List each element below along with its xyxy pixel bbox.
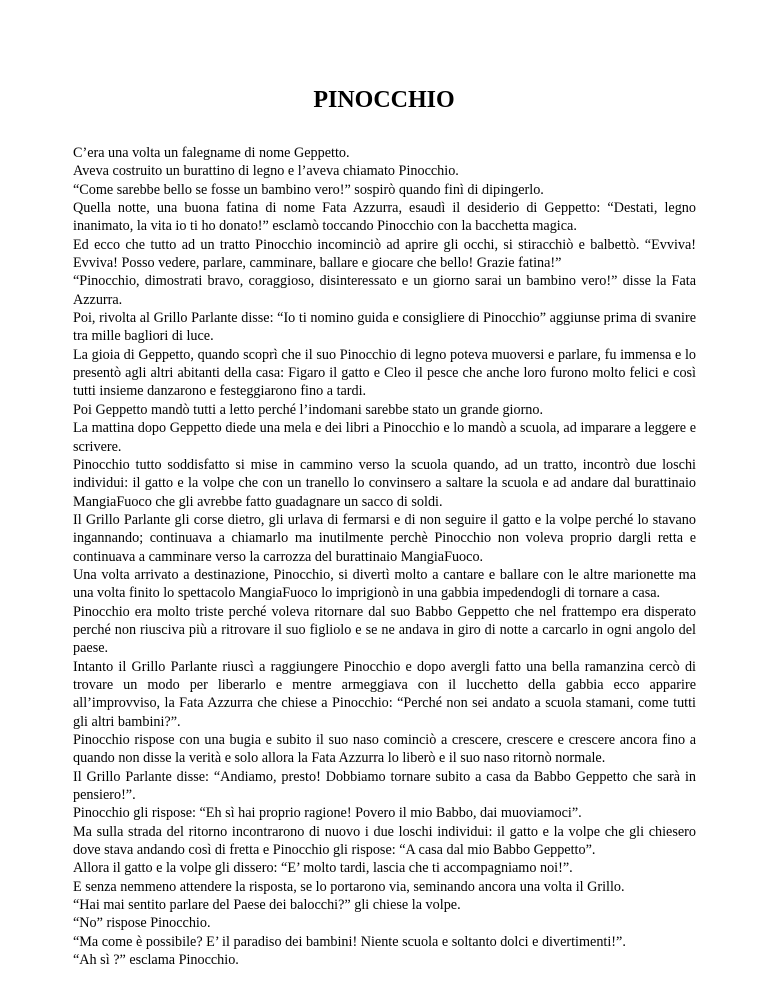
story-paragraph: “Hai mai sentito parlare del Paese dei balocchi?” gli chiese la volpe. — [73, 897, 461, 914]
story-paragraph: “Come sarebbe bello se fosse un bambino vero!” sospirò quando finì di dipingerlo. — [73, 181, 544, 198]
story-paragraph: Poi, rivolta al Grillo Parlante disse: “Io ti nomino guida e consigliere di Pinocchio” aggiunse prima di svanire tra mille bagliori di luce. — [73, 310, 696, 345]
story-paragraph: Poi Geppetto mandò tutti a letto perché l’indomani sarebbe stato un grande giorno. — [73, 401, 544, 418]
story-paragraph: Una volta arrivato a destinazione, Pinocchio, si divertì molto a cantare e ballare con le altre marionette ma una volta finito lo spettacolo MangiaFuoco lo imprigionò in una gabbia impedendogli di tornare a casa. — [73, 566, 696, 602]
story-paragraph: C’era una volta un falegname di nome Geppetto. — [73, 145, 350, 161]
story-paragraph: Ed ecco che tutto ad un tratto Pinocchio incominciò ad aprire gli occhi, si stiracchiò e balbettò. “Evviva! Evviva! Posso vedere, parlare, camminare, ballare e giocare che bello! Grazie fatina!” — [73, 236, 696, 272]
story-paragraph: Ma sulla strada del ritorno incontrarono di nuovo i due loschi individui: il gatto e la volpe che gli chiesero dove stava andando così di fretta e Pinocchio gli rispose: “A casa dal mio Babbo Geppetto”. — [73, 823, 696, 859]
story-body — [73, 144, 696, 969]
story-paragraph: Pinocchio tutto soddisfatto si mise in cammino verso la scuola quando, ad un tratto, incontrò due loschi individui: il gatto e la volpe che con un tranello lo convinsero a saltare la scuola e ad andare dal burattinaio MangiaFuoco che gli avrebbe fatto guadagnare un sacco di soldi. — [73, 456, 696, 510]
story-paragraph: Pinocchio gli rispose: “Eh sì hai proprio ragione! Povero il mio Babbo, dai muoviamoci”. — [73, 805, 582, 822]
story-paragraph: Quella notte, una buona fatina di nome Fata Azzurra, esaudì il desiderio di Geppetto: “Destati, legno inanimato, la vita io ti ho donato!” esclamò toccando Pinocchio con la bacchetta magica. — [73, 200, 696, 235]
story-paragraph: La gioia di Geppetto, quando scoprì che il suo Pinocchio di legno poteva muoversi e parlare, fu immensa e lo presentò agli altri abitanti della casa: Figaro il gatto e Cleo il pesce che anche loro furono molto felici e così tutti insieme danzarono e festeggiarono fino a tardi. — [73, 346, 696, 400]
story-paragraph: Pinocchio era molto triste perché voleva ritornare dal suo Babbo Geppetto che nel frattempo era disperato perché non riusciva più a ritrovare il suo figliolo e se ne andava in giro di notte a carcarlo in ogni angolo del paese. — [73, 603, 696, 657]
story-paragraph: “Pinocchio, dimostrati bravo, coraggioso, disinteressato e un giorno sarai un bambino vero!” disse la Fata Azzurra. — [73, 273, 696, 308]
page-title: PINOCCHIO — [313, 87, 455, 113]
story-paragraph: Intanto il Grillo Parlante riuscì a raggiungere Pinocchio e dopo avergli fatto una bella ramanzina cercò di trovare un modo per liberarlo e mentre armeggiava con il lucchetto della gabbia ecco apparire all’improvviso, la Fata Azzurra che chiese a Pinocchio: “Perché non sei andato a scuola stamani, come tutti gli altri bambini?”. — [73, 658, 696, 730]
story-paragraph: Il Grillo Parlante gli corse dietro, gli urlava di fermarsi e di non seguire il gatto e la volpe perché lo stavano ingannando; continuava a chiamarlo ma inutilmente perchè Pinocchio non voleva proprio dargli retta e continuava a camminare verso la carrozza del burattinaio MangiaFuoco. — [73, 511, 696, 565]
story-paragraph: Aveva costruito un burattino di legno e l’aveva chiamato Pinocchio. — [73, 163, 459, 180]
story-paragraph: “No” rispose Pinocchio. — [73, 915, 211, 932]
story-paragraph: E senza nemmeno attendere la risposta, se lo portarono via, seminando ancora una volta il Grillo. — [73, 878, 625, 895]
story-paragraph: “Ma come è possibile? E’ il paradiso dei bambini! Niente scuola e soltanto dolci e divertimenti!”. — [73, 933, 626, 950]
story-paragraph: Il Grillo Parlante disse: “Andiamo, presto! Dobbiamo tornare subito a casa da Babbo Geppetto che sarà in pensiero!”. — [73, 768, 696, 804]
story-paragraph: La mattina dopo Geppetto diede una mela e dei libri a Pinocchio e lo mandò a scuola, ad imparare a leggere e scrivere. — [73, 420, 696, 455]
story-paragraph: Allora il gatto e la volpe gli dissero: “E’ molto tardi, lascia che ti accompagniamo noi!”. — [73, 860, 573, 877]
story-paragraph: Pinocchio rispose con una bugia e subito il suo naso cominciò a crescere, crescere e crescere ancora fino a quando non disse la verità e solo allora la Fata Azzurra lo liberò e il suo naso ritornò normale. — [73, 732, 696, 767]
story-paragraph: “Ah sì ?” esclama Pinocchio. — [73, 952, 239, 969]
